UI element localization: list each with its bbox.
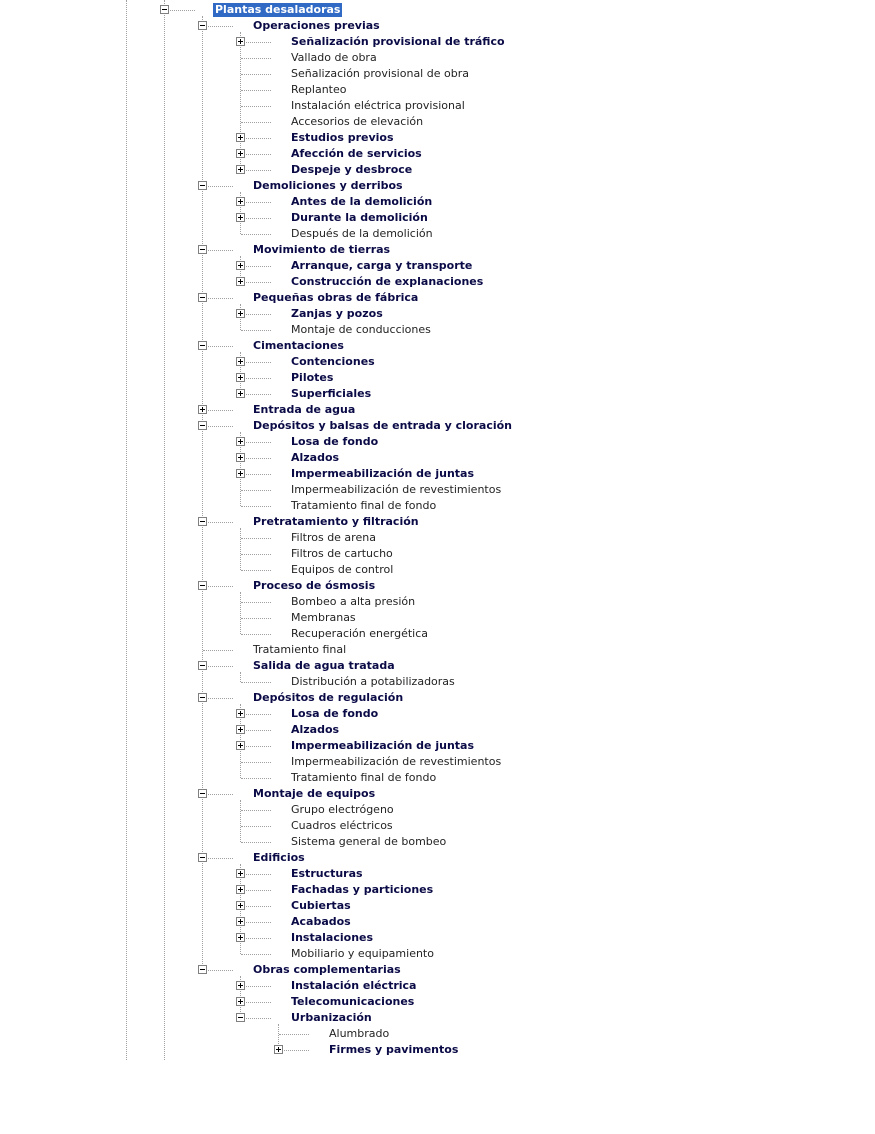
tree-node-instalaciones[interactable] [0, 930, 620, 946]
tree-node-label[interactable]: Mobiliario y equipamiento [291, 947, 434, 960]
connector-line [241, 538, 271, 539]
tree-node-telecomunicaciones[interactable] [0, 994, 620, 1010]
expand-icon[interactable] [236, 261, 245, 270]
connector-line [241, 762, 271, 763]
connector-line [203, 522, 233, 523]
expand-icon[interactable] [236, 869, 245, 878]
tree-node-label[interactable]: Obras complementarias [253, 963, 401, 976]
tree-node-alzados[interactable] [0, 722, 620, 738]
expand-icon[interactable] [236, 373, 245, 382]
tree-node-label[interactable]: Fachadas y particiones [291, 883, 434, 896]
tree-node-label[interactable]: Durante la demolición [291, 211, 428, 224]
collapse-icon[interactable] [198, 245, 207, 254]
tree-node-label[interactable]: Depósitos de regulación [253, 691, 404, 704]
connector-line [241, 378, 271, 379]
tree-node-label[interactable]: Estudios previos [291, 131, 394, 144]
connector-line [203, 970, 233, 971]
tree-node-pretratamiento-y-filtracion[interactable] [0, 514, 620, 530]
tree-node-label[interactable]: Membranas [291, 611, 356, 624]
tree-node-superficiales[interactable] [0, 386, 620, 402]
tree-node-acabados[interactable] [0, 914, 620, 930]
collapse-icon[interactable] [198, 181, 207, 190]
expand-icon[interactable] [236, 741, 245, 750]
tree-node-movimiento-de-tierras[interactable] [0, 242, 620, 258]
tree-node-losa-de-fondo[interactable] [0, 706, 620, 722]
tree-node-losa-de-fondo[interactable] [0, 434, 620, 450]
tree-node-label[interactable]: Distribución a potabilizadoras [291, 675, 455, 688]
connector-line [241, 938, 271, 939]
expand-icon[interactable] [236, 213, 245, 222]
tree-node-label[interactable]: Telecomunicaciones [291, 995, 415, 1008]
tree-node-label[interactable]: Recuperación energética [291, 627, 428, 640]
tree-node-label[interactable]: Despeje y desbroce [291, 163, 413, 176]
tree-node-mobiliario-y-equipamiento[interactable] [0, 946, 620, 962]
tree-node-impermeabilizacion-de-revestimientos[interactable] [0, 754, 620, 770]
tree-node-label[interactable]: Pequeñas obras de fábrica [253, 291, 419, 304]
expand-icon[interactable] [236, 997, 245, 1006]
tree-node-distribucion-a-potabilizadoras[interactable] [0, 674, 620, 690]
collapse-icon[interactable] [198, 693, 207, 702]
connector-line [241, 58, 271, 59]
tree-node-label[interactable]: Pretratamiento y filtración [253, 515, 419, 528]
connector-line [203, 794, 233, 795]
tree-node-label[interactable]: Señalización provisional de tráfico [291, 35, 505, 48]
tree-node-label[interactable]: Operaciones previas [253, 19, 380, 32]
tree-node-grupo-electrogeno[interactable] [0, 802, 620, 818]
tree-node-label[interactable]: Accesorios de elevación [291, 115, 424, 128]
tree-node-impermeabilizacion-de-juntas[interactable] [0, 738, 620, 754]
tree-node-label[interactable]: Alumbrado [329, 1027, 390, 1040]
tree-node-montaje-de-conducciones[interactable] [0, 322, 620, 338]
collapse-icon[interactable] [198, 661, 207, 670]
tree-node-impermeabilizacion-de-juntas[interactable] [0, 466, 620, 482]
connector-line [241, 442, 271, 443]
connector-line [241, 1002, 271, 1003]
connector-line [241, 202, 271, 203]
tree-node-tratamiento-final[interactable] [0, 642, 620, 658]
tree-node-firmes-y-pavimentos[interactable] [0, 1042, 620, 1058]
tree-node-label[interactable]: Pilotes [291, 371, 334, 384]
tree-node-salida-de-agua-tratada[interactable] [0, 658, 620, 674]
tree-node-afeccion-de-servicios[interactable] [0, 146, 620, 162]
tree-node-label[interactable]: Bombeo a alta presión [291, 595, 416, 608]
tree-node-label[interactable]: Instalaciones [291, 931, 374, 944]
connector-line [241, 730, 271, 731]
tree-node-estructuras[interactable] [0, 866, 620, 882]
connector-line [241, 106, 271, 107]
tree-node-label[interactable]: Zanjas y pozos [291, 307, 383, 320]
expand-icon[interactable] [236, 133, 245, 142]
expand-icon[interactable] [198, 405, 207, 414]
expand-icon[interactable] [236, 901, 245, 910]
connector-line [203, 586, 233, 587]
connector-line [241, 506, 271, 507]
connector-line [241, 362, 271, 363]
tree-node-vallado-de-obra[interactable] [0, 50, 620, 66]
tree-node-label[interactable]: Cimentaciones [253, 339, 344, 352]
tree-node-label[interactable]: Sistema general de bombeo [291, 835, 447, 848]
connector-line [203, 26, 233, 27]
collapse-icon[interactable] [198, 517, 207, 526]
connector-line [279, 1050, 309, 1051]
tree-node-label[interactable]: Replanteo [291, 83, 347, 96]
expand-icon[interactable] [236, 197, 245, 206]
connector-line [241, 954, 271, 955]
collapse-icon[interactable] [198, 293, 207, 302]
expand-icon[interactable] [236, 917, 245, 926]
tree-node-despeje-y-desbroce[interactable] [0, 162, 620, 178]
expand-icon[interactable] [236, 885, 245, 894]
connector-line [241, 602, 271, 603]
connector-line [241, 122, 271, 123]
tree-node-pequenas-obras-de-fabrica[interactable] [0, 290, 620, 306]
connector-line [241, 234, 271, 235]
tree-node-label[interactable]: Filtros de cartucho [291, 547, 393, 560]
tree-node-label[interactable]: Vallado de obra [291, 51, 377, 64]
tree-node-antes-de-la-demolicion[interactable] [0, 194, 620, 210]
expand-icon[interactable] [236, 37, 245, 46]
tree-node-proceso-de-osmosis[interactable] [0, 578, 620, 594]
connector-line [203, 650, 233, 651]
connector-line [203, 426, 233, 427]
expand-icon[interactable] [236, 277, 245, 286]
connector-line [241, 826, 271, 827]
tree-node-contenciones[interactable] [0, 354, 620, 370]
collapse-icon[interactable] [198, 421, 207, 430]
connector-line [241, 74, 271, 75]
tree-node-label[interactable]: Entrada de agua [253, 403, 356, 416]
tree-node-cimentaciones[interactable] [0, 338, 620, 354]
tree-node-recuperacion-energetica[interactable] [0, 626, 620, 642]
tree-node-pilotes[interactable] [0, 370, 620, 386]
collapse-icon[interactable] [236, 1013, 245, 1022]
expand-icon[interactable] [236, 453, 245, 462]
tree-node-construccion-de-explanaciones[interactable] [0, 274, 620, 290]
tree-node-label[interactable]: Tratamiento final de fondo [291, 771, 437, 784]
tree-node-label[interactable]: Alzados [291, 451, 340, 464]
tree-node-label[interactable]: Losa de fondo [291, 707, 379, 720]
tree-node-tratamiento-final-de-fondo[interactable] [0, 770, 620, 786]
tree-node-label[interactable]: Salida de agua tratada [253, 659, 395, 672]
tree-node-label[interactable]: Demoliciones y derribos [253, 179, 403, 192]
tree-node-label[interactable]: Tratamiento final de fondo [291, 499, 437, 512]
connector-line [241, 1018, 271, 1019]
tree-node-cuadros-electricos[interactable] [0, 818, 620, 834]
connector-line [203, 186, 233, 187]
connector-line [203, 298, 233, 299]
tree-node-label[interactable]: Contenciones [291, 355, 375, 368]
collapse-icon[interactable] [198, 853, 207, 862]
tree-node-filtros-de-cartucho[interactable] [0, 546, 620, 562]
connector-line [241, 266, 271, 267]
connector-line [241, 42, 271, 43]
tree-node-label[interactable]: Antes de la demolición [291, 195, 433, 208]
tree-node-label[interactable]: Firmes y pavimentos [329, 1043, 459, 1056]
connector-line [241, 778, 271, 779]
tree-node-sistema-general-de-bombeo[interactable] [0, 834, 620, 850]
tree-node-senalizacion-provisional-de-obra[interactable] [0, 66, 620, 82]
tree-node-label[interactable]: Losa de fondo [291, 435, 379, 448]
tree-node-instalacion-electrica[interactable] [0, 978, 620, 994]
tree-node-estudios-previos[interactable] [0, 130, 620, 146]
tree-node-replanteo[interactable] [0, 82, 620, 98]
connector-line [241, 714, 271, 715]
connector-line [241, 906, 271, 907]
expand-icon[interactable] [236, 357, 245, 366]
connector-line [241, 218, 271, 219]
expand-icon[interactable] [236, 389, 245, 398]
connector-line [203, 858, 233, 859]
tree-node-label[interactable]: Superficiales [291, 387, 372, 400]
tree-node-senalizacion-provisional-de-trafico[interactable] [0, 34, 620, 50]
connector-line [241, 458, 271, 459]
expand-icon[interactable] [236, 469, 245, 478]
connector-line [241, 154, 271, 155]
connector-line [241, 618, 271, 619]
tree-node-fachadas-y-particiones[interactable] [0, 882, 620, 898]
connector-line [241, 314, 271, 315]
connector-line [241, 90, 271, 91]
tree-node-label[interactable]: Urbanización [291, 1011, 372, 1024]
expand-icon[interactable] [236, 149, 245, 158]
tree-node-label[interactable]: Plantas desaladoras [215, 3, 341, 16]
connector-line [203, 666, 233, 667]
tree-node-entrada-de-agua[interactable] [0, 402, 620, 418]
connector-line [241, 554, 271, 555]
tree-node-label[interactable]: Alzados [291, 723, 340, 736]
tree-node-label[interactable]: Estructuras [291, 867, 363, 880]
tree-node-label[interactable]: Construcción de explanaciones [291, 275, 484, 288]
tree-node-label[interactable]: Señalización provisional de obra [291, 67, 469, 80]
tree-node-instalacion-electrica-provisional[interactable] [0, 98, 620, 114]
tree-node-label[interactable]: Arranque, carga y transporte [291, 259, 473, 272]
connector-line [241, 282, 271, 283]
tree-node-arranque-carga-y-transporte[interactable] [0, 258, 620, 274]
connector-line [203, 698, 233, 699]
connector-line [241, 986, 271, 987]
tree-node-montaje-de-equipos[interactable] [0, 786, 620, 802]
tree-node-label[interactable]: Impermeabilización de juntas [291, 739, 475, 752]
tree-node-depositos-de-regulacion[interactable] [0, 690, 620, 706]
collapse-icon[interactable] [198, 341, 207, 350]
tree-node-membranas[interactable] [0, 610, 620, 626]
tree-node-cubiertas[interactable] [0, 898, 620, 914]
tree-node-depositos-y-balsas-de-entrada-y-cloracion[interactable] [0, 418, 620, 434]
expand-icon[interactable] [236, 437, 245, 446]
tree-node-urbanizacion[interactable] [0, 1010, 620, 1026]
tree-node-obras-complementarias[interactable] [0, 962, 620, 978]
connector-line [241, 874, 271, 875]
connector-line [203, 346, 233, 347]
tree-node-label[interactable]: Filtros de arena [291, 531, 376, 544]
connector-line [241, 170, 271, 171]
tree-node-despues-de-la-demolicion[interactable] [0, 226, 620, 242]
connector-line [241, 330, 271, 331]
tree-node-label[interactable]: Instalación eléctrica provisional [291, 99, 465, 112]
tree-node-label[interactable]: Equipos de control [291, 563, 394, 576]
tree-node-label[interactable]: Afección de servicios [291, 147, 422, 160]
tree-node-impermeabilizacion-de-revestimientos[interactable] [0, 482, 620, 498]
tree-node-label[interactable]: Edificios [253, 851, 305, 864]
tree-node-label[interactable]: Proceso de ósmosis [253, 579, 376, 592]
expand-icon[interactable] [236, 165, 245, 174]
tree-node-label[interactable]: Cuadros eléctricos [291, 819, 393, 832]
expand-icon[interactable] [236, 309, 245, 318]
tree-node-label[interactable]: Impermeabilización de revestimientos [291, 755, 502, 768]
tree-node-label[interactable]: Montaje de conducciones [291, 323, 431, 336]
expand-icon[interactable] [236, 709, 245, 718]
tree-node-label[interactable]: Cubiertas [291, 899, 351, 912]
tree-node-filtros-de-arena[interactable] [0, 530, 620, 546]
tree-node-accesorios-de-elevacion[interactable] [0, 114, 620, 130]
tree-node-zanjas-y-pozos[interactable] [0, 306, 620, 322]
collapse-icon[interactable] [198, 21, 207, 30]
tree-node-label[interactable]: Impermeabilización de revestimientos [291, 483, 502, 496]
connector-line [241, 138, 271, 139]
connector-line [203, 250, 233, 251]
tree-node-label[interactable]: Tratamiento final [253, 643, 347, 656]
collapse-icon[interactable] [160, 5, 169, 14]
tree-node-label[interactable]: Montaje de equipos [253, 787, 376, 800]
connector-line [241, 682, 271, 683]
collapse-icon[interactable] [198, 581, 207, 590]
tree-node-label[interactable]: Acabados [291, 915, 351, 928]
connector-line [241, 634, 271, 635]
expand-icon[interactable] [236, 933, 245, 942]
tree-node-alzados[interactable] [0, 450, 620, 466]
connector-line [241, 810, 271, 811]
connector-line [165, 10, 195, 11]
connector-line [241, 890, 271, 891]
connector-line [241, 570, 271, 571]
tree-node-label[interactable]: Grupo electrógeno [291, 803, 394, 816]
expand-icon[interactable] [274, 1045, 283, 1054]
collapse-icon[interactable] [198, 789, 207, 798]
expand-icon[interactable] [236, 725, 245, 734]
tree-node-edificios[interactable] [0, 850, 620, 866]
tree-node-bombeo-a-alta-presion[interactable] [0, 594, 620, 610]
connector-line [241, 922, 271, 923]
connector-line [279, 1034, 309, 1035]
collapse-icon[interactable] [198, 965, 207, 974]
tree-node-label[interactable]: Instalación eléctrica [291, 979, 417, 992]
connector-line [241, 474, 271, 475]
tree-node-tratamiento-final-de-fondo[interactable] [0, 498, 620, 514]
tree-node-demoliciones-y-derribos[interactable] [0, 178, 620, 194]
connector-line [203, 410, 233, 411]
tree-node-label[interactable]: Depósitos y balsas de entrada y cloración [253, 419, 513, 432]
tree-node-durante-la-demolicion[interactable] [0, 210, 620, 226]
connector-line [241, 394, 271, 395]
expand-icon[interactable] [236, 981, 245, 990]
connector-line [241, 842, 271, 843]
tree-node-operaciones-previas[interactable] [0, 18, 620, 34]
tree-node-label[interactable]: Después de la demolición [291, 227, 433, 240]
tree-node-label[interactable]: Movimiento de tierras [253, 243, 391, 256]
tree-node-plantas-desaladoras[interactable] [0, 2, 620, 18]
tree-node-label[interactable]: Impermeabilización de juntas [291, 467, 475, 480]
tree-node-alumbrado[interactable] [0, 1026, 620, 1042]
connector-line [241, 746, 271, 747]
connector-line [241, 490, 271, 491]
tree-node-equipos-de-control[interactable] [0, 562, 620, 578]
